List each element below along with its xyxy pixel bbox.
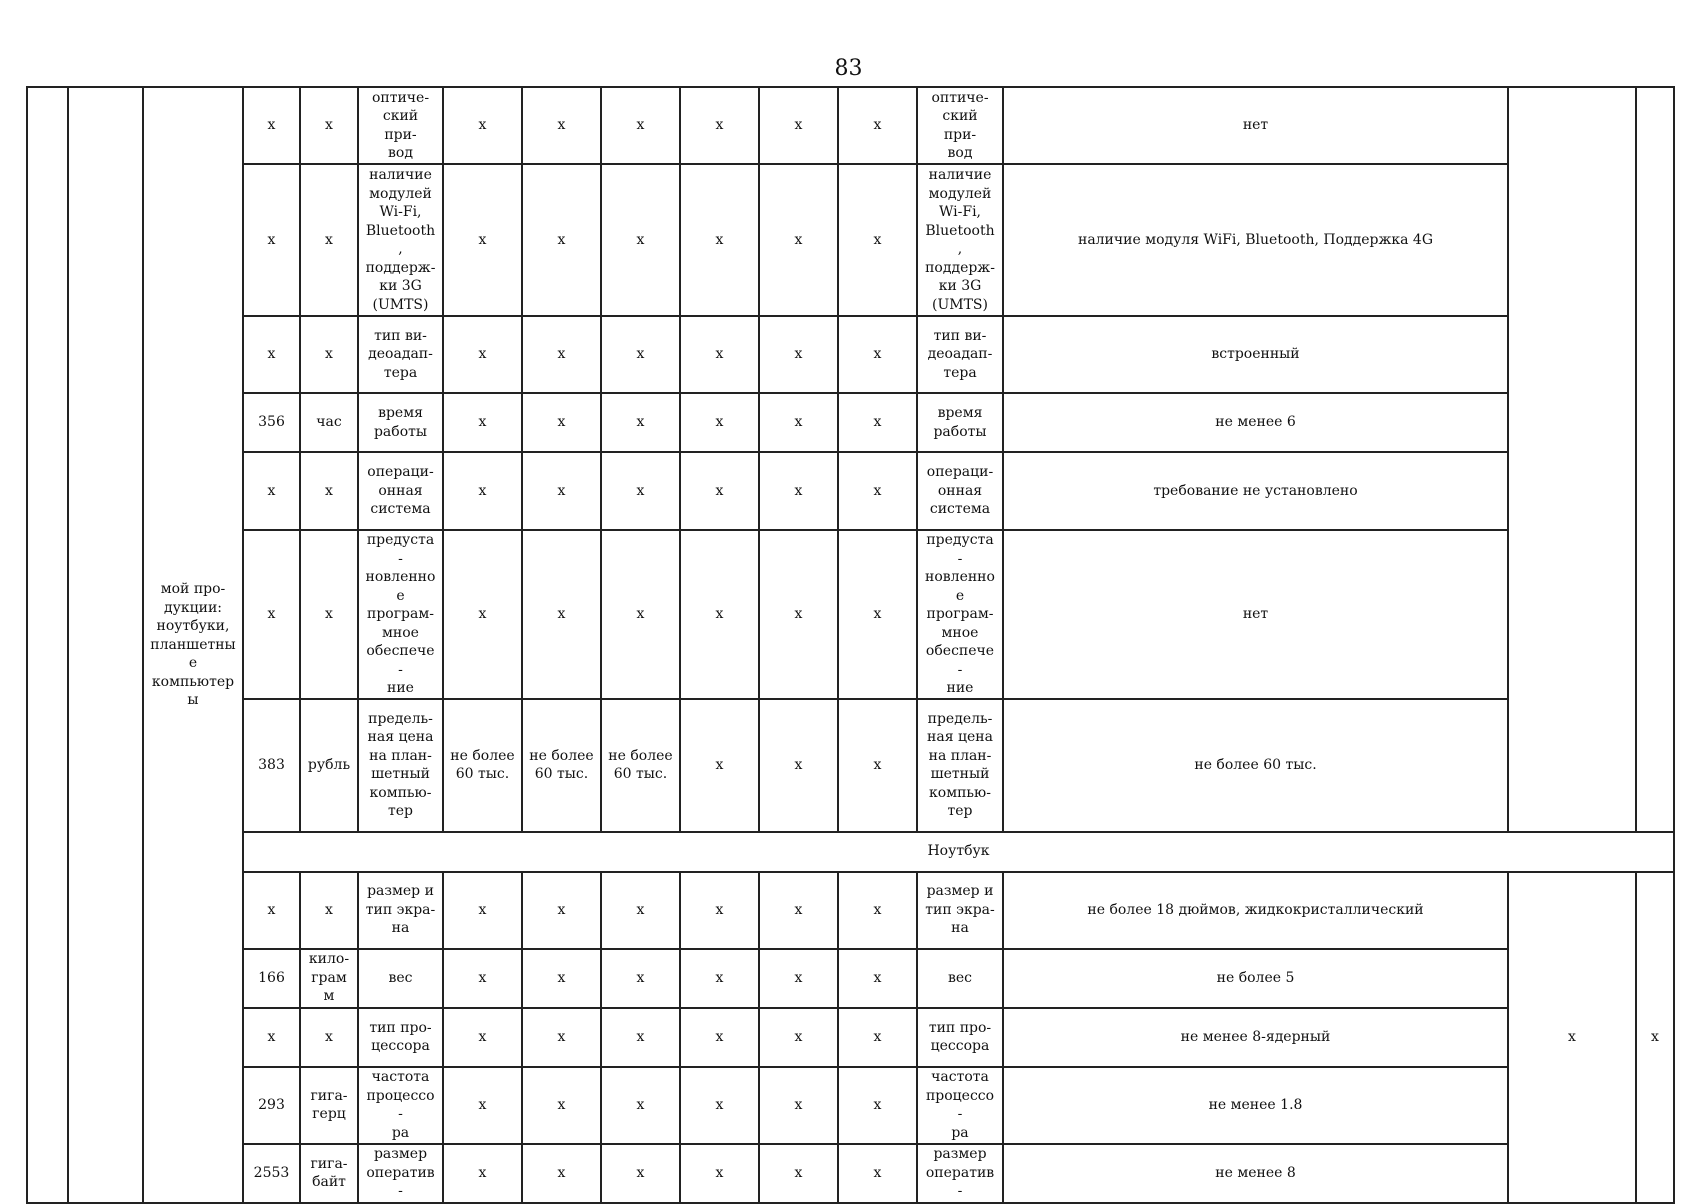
value-cell: х (759, 949, 838, 1008)
value-cell: х (601, 393, 680, 452)
requirement-value-cell: не более 18 дюймов, жидкокристаллический (1003, 872, 1508, 949)
value-cell: х (522, 164, 601, 316)
characteristic-cell: размер оператив- (358, 1144, 443, 1203)
value-cell: х (522, 1144, 601, 1203)
value-cell: х (838, 164, 917, 316)
right-column-2: х (1636, 872, 1674, 1203)
requirement-value-cell: не менее 6 (1003, 393, 1508, 452)
characteristic-cell: тип ви- деоадап- тера (917, 316, 1003, 393)
characteristic-cell: размер и тип экра- на (917, 872, 1003, 949)
section-header-row (27, 832, 1674, 872)
characteristic-cell: оптиче- ский при- вод (917, 87, 1003, 164)
value-cell: х (680, 1067, 759, 1144)
value-cell: х (522, 872, 601, 949)
characteristic-cell: предуста- новленное програм- мное обеспече- ние (917, 530, 1003, 699)
empty-column-2 (68, 87, 143, 1203)
table-row (27, 393, 1674, 452)
characteristic-cell: предуста- новленное програм- мное обеспече- ние (358, 530, 443, 699)
value-cell: х (759, 1008, 838, 1067)
value-cell: х (680, 393, 759, 452)
characteristic-cell: размер и тип экра- на (358, 872, 443, 949)
value-cell: х (601, 872, 680, 949)
section-title: Ноутбук (243, 832, 1674, 872)
product-type-cell: мой про- дукции: ноутбуки, планшетные компьютеры (143, 87, 243, 1203)
unit-cell: х (300, 164, 358, 316)
requirement-value-cell: наличие модуля WiFi, Bluetooth, Поддержка 4G (1003, 164, 1508, 316)
characteristic-cell: тип ви- деоадап- тера (358, 316, 443, 393)
value-cell: х (601, 1008, 680, 1067)
value-cell: х (443, 1067, 522, 1144)
characteristic-cell: время работы (917, 393, 1003, 452)
value-cell: х (601, 452, 680, 530)
unit-cell: х (300, 530, 358, 699)
right-column-2 (1636, 87, 1674, 832)
value-cell: х (759, 164, 838, 316)
empty-column-1 (27, 87, 68, 1203)
value-cell: х (838, 87, 917, 164)
characteristic-cell: оптиче- ский при- вод (358, 87, 443, 164)
okei-code-cell: х (243, 1008, 300, 1067)
value-cell: х (443, 452, 522, 530)
value-cell: х (522, 87, 601, 164)
unit-cell: кило- грамм (300, 949, 358, 1008)
characteristic-cell: частота процессо- ра (917, 1067, 1003, 1144)
characteristic-cell: частота процессо- ра (358, 1067, 443, 1144)
okei-code-cell: х (243, 87, 300, 164)
okei-code-cell: 2553 (243, 1144, 300, 1203)
okei-code-cell: 383 (243, 699, 300, 832)
table-row (27, 1144, 1674, 1203)
value-cell: х (601, 530, 680, 699)
value-cell: х (759, 1144, 838, 1203)
value-cell: х (443, 949, 522, 1008)
unit-cell: х (300, 87, 358, 164)
table-row (27, 1067, 1674, 1144)
okei-code-cell: х (243, 872, 300, 949)
value-cell: х (759, 452, 838, 530)
characteristic-cell: наличие модулей Wi-Fi, Bluetooth, поддерж- ки 3G (UMTS) (917, 164, 1003, 316)
characteristic-cell: вес (358, 949, 443, 1008)
characteristic-cell: операци- онная система (358, 452, 443, 530)
table-row (27, 949, 1674, 1008)
characteristic-cell: тип про- цессора (917, 1008, 1003, 1067)
table-row (27, 164, 1674, 316)
table-row (27, 699, 1674, 832)
value-cell: х (759, 393, 838, 452)
value-cell: х (680, 452, 759, 530)
characteristic-cell: наличие модулей Wi-Fi, Bluetooth, поддерж- ки 3G (UMTS) (358, 164, 443, 316)
value-cell: х (522, 393, 601, 452)
value-cell: х (601, 1067, 680, 1144)
requirements-table (26, 86, 1675, 1204)
requirement-value-cell: не более 60 тыс. (1003, 699, 1508, 832)
value-cell: х (759, 699, 838, 832)
value-cell: х (443, 1008, 522, 1067)
value-cell: х (838, 452, 917, 530)
okei-code-cell: х (243, 452, 300, 530)
value-cell: х (680, 164, 759, 316)
value-cell: х (443, 872, 522, 949)
requirement-value-cell: не менее 1.8 (1003, 1067, 1508, 1144)
value-cell: х (759, 87, 838, 164)
right-column-1 (1508, 87, 1636, 832)
characteristic-cell: операци- онная система (917, 452, 1003, 530)
value-cell: х (838, 699, 917, 832)
requirement-value-cell: требование не установлено (1003, 452, 1508, 530)
value-cell: х (601, 949, 680, 1008)
requirement-value-cell: не менее 8 (1003, 1144, 1508, 1203)
requirement-value-cell: встроенный (1003, 316, 1508, 393)
value-cell: х (838, 316, 917, 393)
value-cell: х (838, 393, 917, 452)
okei-code-cell: 356 (243, 393, 300, 452)
value-cell: х (759, 872, 838, 949)
table-row (27, 316, 1674, 393)
value-cell: х (838, 949, 917, 1008)
okei-code-cell: х (243, 530, 300, 699)
value-cell: х (680, 699, 759, 832)
table-row (27, 872, 1674, 949)
value-cell: не более 60 тыс. (601, 699, 680, 832)
unit-cell: гига- байт (300, 1144, 358, 1203)
value-cell: х (443, 393, 522, 452)
characteristic-cell: размер оператив- (917, 1144, 1003, 1203)
unit-cell: х (300, 316, 358, 393)
value-cell: х (838, 872, 917, 949)
characteristic-cell: время работы (358, 393, 443, 452)
value-cell: х (522, 1008, 601, 1067)
value-cell: х (838, 1008, 917, 1067)
requirement-value-cell: нет (1003, 530, 1508, 699)
value-cell: х (522, 949, 601, 1008)
value-cell: х (759, 530, 838, 699)
value-cell: х (680, 87, 759, 164)
value-cell: х (522, 316, 601, 393)
value-cell: х (443, 87, 522, 164)
value-cell: х (838, 1144, 917, 1203)
characteristic-cell: вес (917, 949, 1003, 1008)
value-cell: х (838, 1067, 917, 1144)
okei-code-cell: 166 (243, 949, 300, 1008)
value-cell: х (601, 1144, 680, 1203)
unit-cell: х (300, 1008, 358, 1067)
okei-code-cell: 293 (243, 1067, 300, 1144)
characteristic-cell: предель- ная цена на план- шетный компью- тер (917, 699, 1003, 832)
unit-cell: х (300, 452, 358, 530)
value-cell: х (522, 1067, 601, 1144)
unit-cell: х (300, 872, 358, 949)
unit-cell: гига- герц (300, 1067, 358, 1144)
characteristic-cell: предель- ная цена на план- шетный компью- тер (358, 699, 443, 832)
okei-code-cell: х (243, 164, 300, 316)
value-cell: х (680, 872, 759, 949)
value-cell: х (759, 316, 838, 393)
value-cell: х (522, 452, 601, 530)
unit-cell: рубль (300, 699, 358, 832)
unit-cell: час (300, 393, 358, 452)
okei-code-cell: х (243, 316, 300, 393)
right-column-1: х (1508, 872, 1636, 1203)
value-cell: х (522, 530, 601, 699)
page-number: 83 (834, 56, 863, 81)
value-cell: х (680, 530, 759, 699)
value-cell: не более 60 тыс. (443, 699, 522, 832)
value-cell: х (759, 1067, 838, 1144)
requirement-value-cell: не более 5 (1003, 949, 1508, 1008)
value-cell: х (680, 1144, 759, 1203)
value-cell: не более 60 тыс. (522, 699, 601, 832)
table-row (27, 530, 1674, 699)
value-cell: х (680, 1008, 759, 1067)
requirement-value-cell: не менее 8-ядерный (1003, 1008, 1508, 1067)
requirement-value-cell: нет (1003, 87, 1508, 164)
table-row (27, 1008, 1674, 1067)
value-cell: х (601, 316, 680, 393)
value-cell: х (443, 316, 522, 393)
value-cell: х (680, 949, 759, 1008)
value-cell: х (601, 164, 680, 316)
value-cell: х (680, 316, 759, 393)
table-row (27, 452, 1674, 530)
value-cell: х (443, 164, 522, 316)
characteristic-cell: тип про- цессора (358, 1008, 443, 1067)
value-cell: х (838, 530, 917, 699)
value-cell: х (443, 1144, 522, 1203)
table-row (27, 87, 1674, 164)
value-cell: х (601, 87, 680, 164)
value-cell: х (443, 530, 522, 699)
